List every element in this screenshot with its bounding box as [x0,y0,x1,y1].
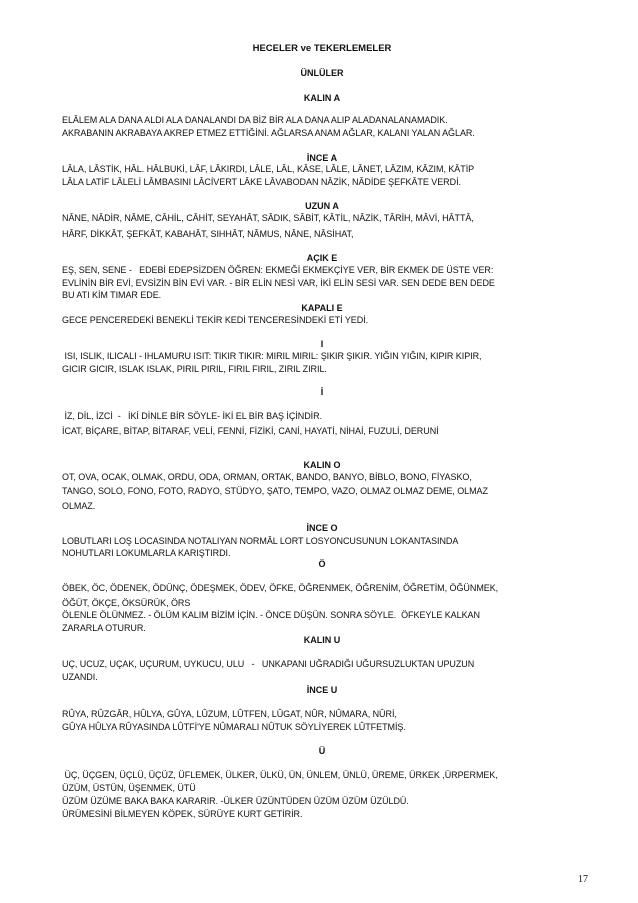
section-heading: Ö [318,559,326,569]
text-line: NÂNE, NÂDİR, NÂME, CÂHİL, CÂHİT, SEYAHÂT, SÂDIK, SÂBİT, KÂTİL, NÂZİK, TÂRİH, MÂVİ, HÂTTÂ, [62,213,474,223]
section-heading: Ü [318,746,326,756]
text-line: UZANDI. [62,672,98,682]
section-heading: KALIN O [303,460,341,470]
page-title: HECELER ve TEKERLEMELER [252,43,392,54]
section-heading: AÇIK E [306,253,338,263]
text-line: EŞ, SEN, SENE - EDEBİ EDEPSİZDEN ÖĞREN: EKMEĞİ EKMEKÇİYE VER, BİR EKMEK DE ÜSTE VER: [62,265,494,275]
section-heading: KALIN U [303,635,341,645]
text-line: ÜRÜMESİNİ BİLMEYEN KÖPEK, SÜRÜYE KURT GETİRİR. [62,809,303,819]
text-line: GÛYA HÛLYA RÛYASINDA LÛTFİ'YE NÛMARALI NÛTUK SÖYLİYEREK LÛTFETMİŞ. [62,722,406,732]
section-heading: İNCE O [306,523,338,533]
text-line: ISI, ISLIK, ILICALI - IHLAMURU ISIT: TIKIR TIKIR: MIRIL MIRIL: ŞIKIR ŞIKIR. YIĞIN YIĞIN, KIPIR KIPIR, [62,351,482,361]
text-line: İCAT, BİÇARE, BİTAP, BİTARAF, VELİ, FENNİ, FİZİKİ, CANİ, HAYATİ, NİHAİ, FUZULİ, DERUNİ [62,426,439,436]
text-line: RÛYA, RÛZGÂR, HÛLYA, GÛYA, LÛZUM, LÛTFEN, LÛGAT, NÛR, NÛMARA, NÛRİ, [62,709,397,719]
text-line: GECE PENCEREDEKİ BENEKLİ TEKİR KEDİ TENCERESİNDEKİ ETİ YEDİ. [62,315,369,325]
text-line: İZ, DİL, İZCİ - İKİ DİNLE BİR SÖYLE- İKİ EL BİR BAŞ İÇİNDİR. [62,411,323,421]
section-heading: I [320,339,324,349]
text-line: ELÂLEM ALA DANA ALDI ALA DANALANDI DA BİZ BİR ALA DANA ALIP ALADANALANAMADIK. [62,115,448,125]
text-line: NOHUTLARI LOKUMLARLA KARIŞTIRDI. [62,548,231,558]
section-heading: İNCE A [306,153,338,163]
section-heading: İNCE U [306,685,338,695]
text-line: BU ATI KİM TIMAR EDE. [62,290,162,300]
text-line: ÖLENLE ÖLÜNMEZ. - ÖLÜM KALIM BİZİM İÇİN. - ÖNCE DÜŞÜN. SONRA SÖYLE. ÖFKEYLE KALKAN [62,610,480,620]
section-heading: İ [320,387,324,397]
text-line: LOBUTLARI LOŞ LOCASINDA NOTALIYAN NORMÂL LORT LOSYONCUSUNUN LOKANTASINDA [62,536,459,546]
page-number: 17 [578,874,588,885]
text-line: GICIR GICIR, ISLAK ISLAK, PIRIL PIRIL, FIRIL FIRIL, ZIRIL ZIRIL. [62,364,327,374]
text-line: AKRABANIN AKRABAYA AKREP ETMEZ ETTİĞİNİ. AĞLARSA ANAM AĞLAR, KALANI YALAN AĞLAR. [62,128,475,138]
text-line: ÖBEK, ÖC, ÖDENEK, ÖDÜNÇ, ÖDEŞMEK, ÖDEV, ÖFKE, ÖĞRENMEK, ÖĞRENİM, ÖĞRETİM, ÖĞÜNMEK, [62,583,499,593]
text-line: OLMAZ. [62,501,96,511]
text-line: LÂLA, LÂSTİK, HÂL. HÂLBUKİ, LÂF, LÂKIRDI, LÂLE, LÂL, KÂSE, LÂLE, LÂNET, LÂZIM, KÂZIM, KÂTİP [62,164,475,174]
text-line: LÂLA LATİF LÂLELİ LÂMBASINI LÂCİVERT LÂKE LÂVABODAN NÂZİK, NÂDİDE ŞEFKÂTE VERDİ. [62,177,461,187]
text-line: HÂRF, DİKKÂT, ŞEFKÂT, KABAHÂT, SIHHÂT, NÂMUS, NÂNE, NÂSİHAT, [62,229,354,239]
text-line: ÖĞÜT, ÖKÇE, ÖKSÜRÜK, ÖRS [62,598,191,608]
text-line: OT, OVA, OCAK, OLMAK, ORDU, ODA, ORMAN, ORTAK, BANDO, BANYO, BİBLO, BONO, FİYASKO, [62,472,472,482]
text-line: ZARARLA OTURUR. [62,623,146,633]
text-line: ÜZÜM ÜZÜME BAKA BAKA KARARIR. -ÜLKER ÜZÜNTÜDEN ÜZÜM ÜZÜM ÜZÜLDÜ. [62,796,409,806]
section-heading: UZUN A [305,201,339,211]
text-line: UÇ, UCUZ, UÇAK, UÇURUM, UYKUCU, ULU - UNKAPANI UĞRADIĞI UĞURSUZLUKTAN UPUZUN [62,659,475,669]
text-line: EVLİNİN BİR EVİ, EVSİZİN BİN EVİ VAR. - BİR ELİN NESİ VAR, İKİ ELİN SESİ VAR. SEN DEDE BEN DEDE [62,278,495,288]
text-line: ÜÇ, ÜÇGEN, ÜÇLÜ, ÜÇÜZ, ÜFLEMEK, ÜLKER, ÜLKÜ, ÜN, ÜNLEM, ÜNLÜ, ÜREME, ÜRKEK ,ÜRPERMEK, [62,770,498,780]
section-heading: KALIN A [303,93,341,103]
text-line: ÜZÜM, ÜSTÜN, ÜŞENMEK, ÜTÜ [62,783,196,793]
text-line: TANGO, SOLO, FONO, FOTO, RADYO, STÜDYO, ŞATO, TEMPO, VAZO, OLMAZ OLMAZ DEME, OLMAZ [62,486,488,496]
section-heading: KAPALI E [301,303,343,313]
section-heading: ÜNLÜLER [300,68,344,78]
